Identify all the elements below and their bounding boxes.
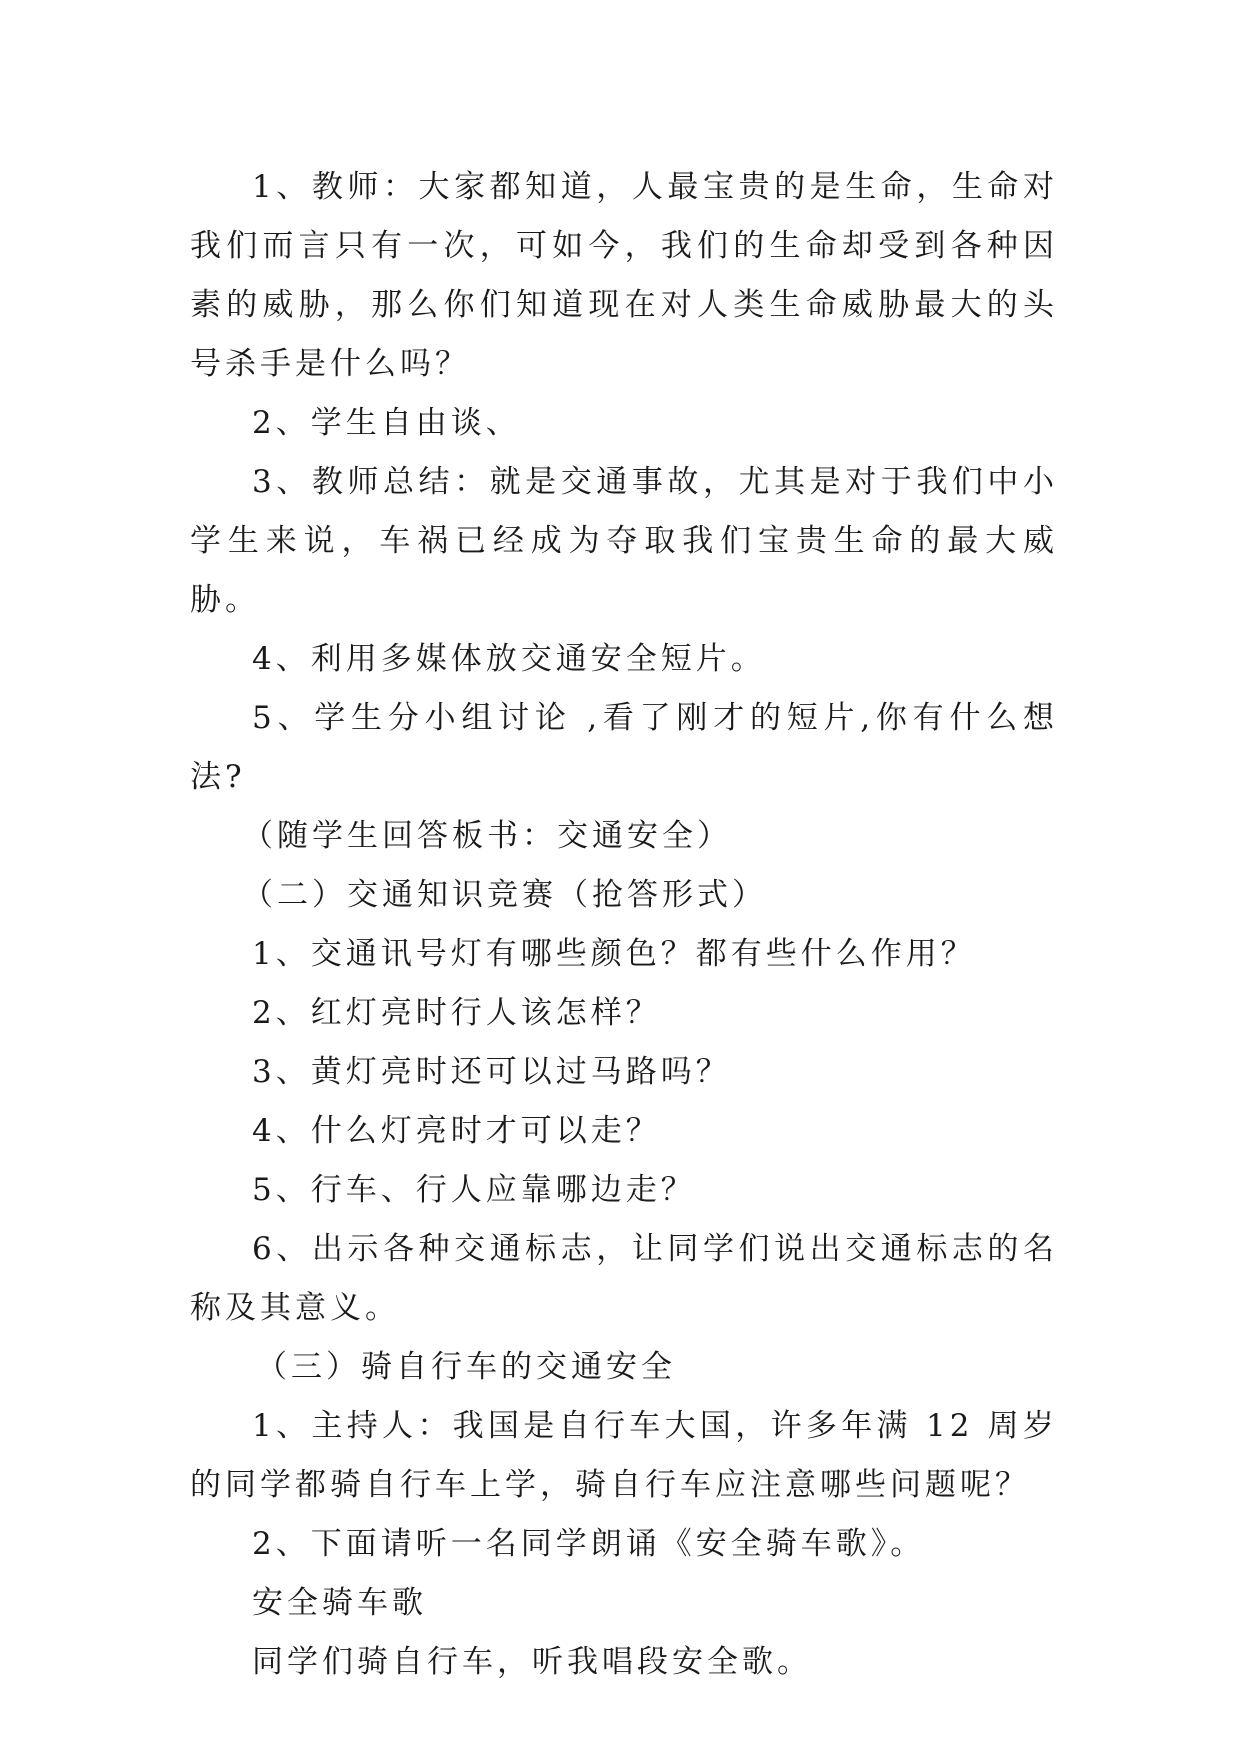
list-item-quiz-3: 3、黄灯亮时还可以过马路吗？ — [252, 1054, 731, 1090]
paragraph-group-discussion: 5、学生分小组讨论 ,看了刚才的短片,你有什么想法? — [190, 700, 1058, 795]
song-title: 安全骑车歌 — [252, 1585, 427, 1621]
section-heading-bicycle: （三）骑自行车的交通安全 — [256, 1349, 676, 1385]
song-line-1: 同学们骑自行车，听我唱段安全歌。 — [252, 1644, 812, 1680]
paragraph-board-note: （随学生回答板书：交通安全） — [242, 818, 732, 854]
list-item-quiz-4: 4、什么灯亮时才可以走？ — [252, 1113, 661, 1149]
paragraph-student-discuss: 2、学生自由谈、 — [252, 405, 521, 441]
section-heading-quiz: （二）交通知识竞赛（抢答形式） — [242, 877, 767, 913]
list-item-quiz-1: 1、交通讯号灯有哪些颜色？都有些什么作用？ — [252, 936, 976, 972]
paragraph-recitation: 2、下面请听一名同学朗诵《安全骑车歌》。 — [252, 1526, 926, 1562]
list-item-quiz-6: 6、出示各种交通标志，让同学们说出交通标志的名称及其意义。 — [190, 1231, 1058, 1326]
paragraph-teacher-summary: 3、教师总结：就是交通事故，尤其是对于我们中小学生来说，车祸已经成为夺取我们宝贵生命的最大威胁。 — [190, 464, 1058, 618]
document-body — [190, 158, 1058, 1692]
list-item-quiz-5: 5、行车、行人应靠哪边走？ — [252, 1172, 696, 1208]
paragraph-host-bicycle: 1、主持人：我国是自行车大国，许多年满 12 周岁的同学都骑自行车上学，骑自行车应注意哪些问题呢？ — [190, 1408, 1058, 1503]
paragraph-multimedia: 4、利用多媒体放交通安全短片。 — [252, 641, 766, 677]
list-item-quiz-2: 2、红灯亮时行人该怎样？ — [252, 995, 661, 1031]
paragraph-teacher-intro: 1、教师：大家都知道，人最宝贵的是生命，生命对我们而言只有一次，可如今，我们的生命却受到各种因素的威胁，那么你们知道现在对人类生命威胁最大的头号杀手是什么吗？ — [190, 169, 1058, 382]
